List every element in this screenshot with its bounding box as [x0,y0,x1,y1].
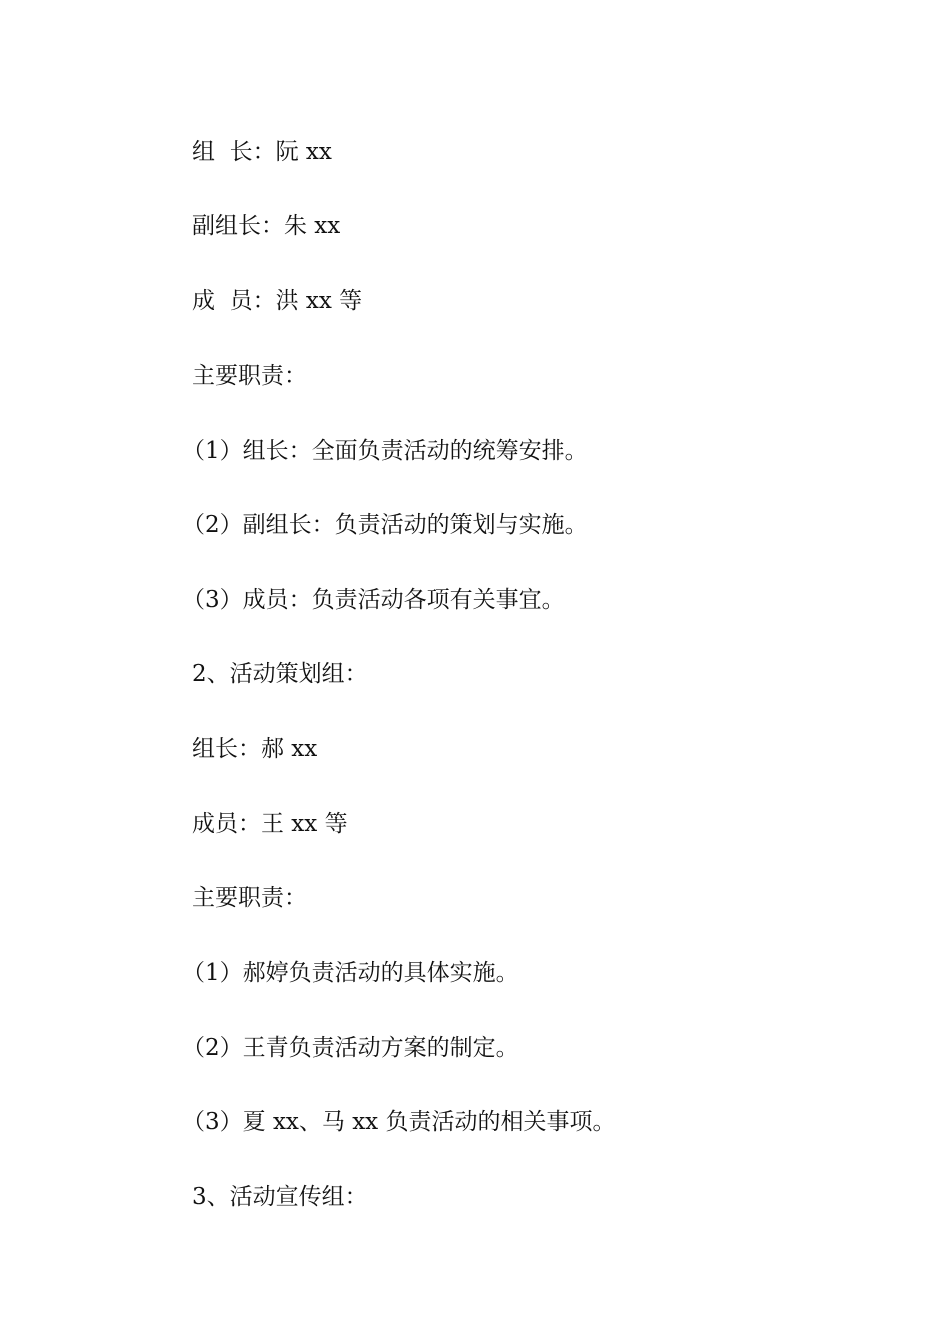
duty-item-3: （3）成员：负责活动各项有关事宜。 [182,587,565,613]
deputy-leader-line: 副组长：朱 xx [192,213,341,239]
leader-line: 组 长：阮 xx [192,139,332,165]
planning-duty-item-1: （1）郝婷负责活动的具体实施。 [182,960,519,986]
planning-duty-item-3: （3）夏 xx、马 xx 负责活动的相关事项。 [182,1109,616,1135]
duty-item-2: （2）副组长：负责活动的策划与实施。 [182,512,588,538]
planning-duty-item-2: （2）王青负责活动方案的制定。 [182,1035,519,1061]
section-heading-publicity: 3、活动宣传组： [192,1184,368,1210]
planning-members-line: 成员：王 xx 等 [192,811,348,837]
planning-duties-heading: 主要职责： [192,885,307,911]
members-line: 成 员：洪 xx 等 [192,288,363,314]
section-heading-planning: 2、活动策划组： [192,661,368,687]
planning-leader-line: 组长：郝 xx [192,736,318,762]
duties-heading: 主要职责： [192,363,307,389]
duty-item-1: （1）组长：全面负责活动的统筹安排。 [182,438,588,464]
